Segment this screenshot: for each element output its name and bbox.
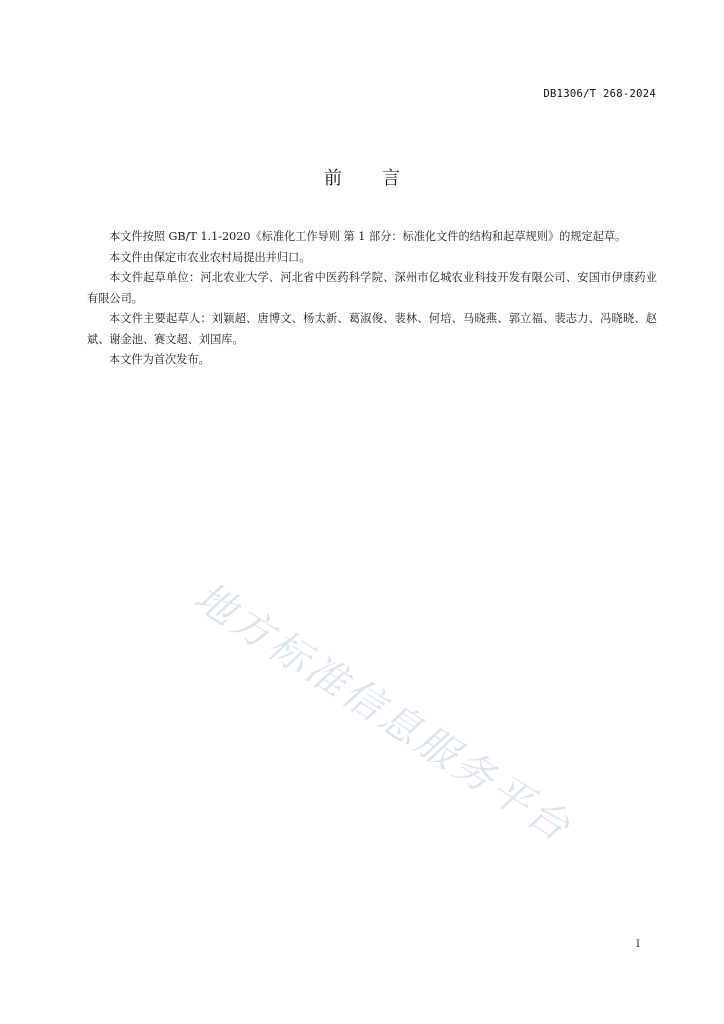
page-number: I: [635, 938, 640, 950]
document-code: DB1306/T 268-2024: [543, 88, 656, 100]
paragraph-drafting-rules: 本文件按照 GB/T 1.1-2020《标准化工作导则 第 1 部分：标准化文件的结构和起草规则》的规定起草。: [109, 230, 627, 243]
paragraph-first-release: 本文件为首次发布。: [109, 353, 210, 366]
paragraph-drafters: 本文件主要起草人：刘颖超、唐博文、杨太新、葛淑俊、裴林、何培、马晓燕、郭立福、裴志力、冯晓晓、赵斌、谢金池、赛文超、刘国库。: [87, 312, 657, 346]
foreword-body: [87, 227, 657, 371]
watermark: 地方标准信息服务平台: [186, 573, 581, 853]
page-title: 前言: [324, 168, 440, 189]
paragraph-drafting-units: 本文件起草单位：河北农业大学、河北省中医药科学院、深州市亿城农业科技开发有限公司、安国市伊康药业有限公司。: [87, 271, 657, 305]
paragraph-proposer: 本文件由保定市农业农村局提出并归口。: [109, 250, 311, 264]
